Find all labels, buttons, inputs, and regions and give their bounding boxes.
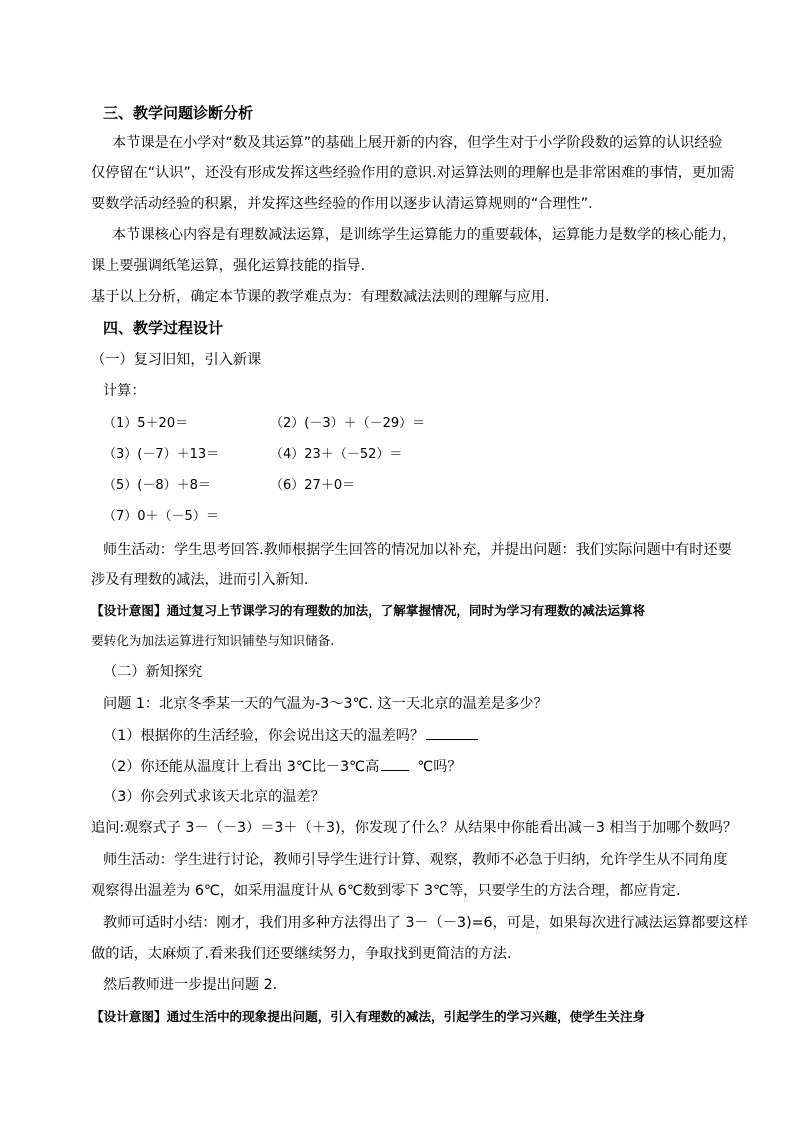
answer-blank [381, 756, 409, 771]
exercise-item: （2）(－3）＋（－29）＝ [270, 416, 426, 431]
answer-blank [426, 725, 478, 740]
exercise-item: （3）(－7）＋13＝ [103, 447, 220, 462]
exercise-item: （7）0＋（－5）＝ [103, 509, 219, 524]
question-item [103, 756, 462, 777]
question-text: （1）根据你的生活经验，你会说出这天的温差吗？ [103, 728, 425, 744]
follow-up-question: 追问:观察式子 3－（－3）＝3＋（＋3)，你发现了什么？从结果中你能看出减－3 相当于加哪个数吗？ [91, 820, 738, 836]
paragraph-line: 然后教师进一步提出问题 2. [103, 977, 278, 993]
paragraph-line: 计算： [103, 383, 146, 399]
exercise-item: （4）23＋（－52）＝ [270, 447, 403, 462]
paragraph-line: 师生活动：学生进行讨论，教师引导学生进行计算、观察，教师不必急于归纳，允许学生从不同角度 [103, 852, 728, 868]
design-intent-note: 【设计意图】通过复习上节课学习的有理数的加法，了解掌握情况，同时为学习有理数的减法运算将 [91, 603, 646, 618]
section-heading-process: 四、教学过程设计 [103, 319, 224, 337]
subsection-heading-explore: （二）新知探究 [103, 664, 203, 680]
design-intent-note: 【设计意图】通过生活中的现象提出问题，引入有理数的减法，引起学生的学习兴趣，使学生关注身 [91, 1009, 646, 1024]
paragraph-line: 仅停留在“认识”，还没有形成发挥这些经验作用的意识.对运算法则的理解也是非常困难的事情，更加需 [91, 165, 735, 181]
question-text: （2）你还能从温度计上看出 3℃比－3℃高 [103, 759, 380, 775]
question-item [103, 725, 478, 746]
question-text: ℃吗？ [417, 759, 462, 775]
paragraph-line: 课上要强调纸笔运算，强化运算技能的指导. [91, 258, 366, 274]
paragraph-line: 涉及有理数的减法，进而引入新知. [91, 572, 309, 588]
paragraph-line: 要数学活动经验的积累，并发挥这些经验的作用以逐步认清运算规则的“合理性”. [91, 196, 593, 212]
paragraph-line: 教师可适时小结：刚才，我们用多种方法得出了 3－（－3)=6，可是，如果每次进行减法运算都要这样 [103, 915, 748, 931]
problem-statement: 问题 1：北京冬季某一天的气温为-3～3℃. 这一天北京的温差是多少？ [103, 696, 548, 712]
paragraph-line: 本节课核心内容是有理数减法运算，是训练学生运算能力的重要载体，运算能力是数学的核心能力， [112, 227, 737, 243]
paragraph-line: 师生活动：学生思考回答.教师根据学生回答的情况加以补充，并提出问题：我们实际问题中有时还要 [103, 542, 732, 558]
exercise-item: （1）5＋20＝ [103, 416, 189, 431]
subsection-heading-review: （一）复习旧知，引入新课 [91, 352, 262, 368]
design-intent-note: 要转化为加法运算进行知识铺垫与知识储备. [91, 633, 335, 648]
paragraph-line: 本节课是在小学对“数及其运算”的基础上展开新的内容，但学生对于小学阶段数的运算的认识经验 [112, 135, 723, 151]
paragraph-line: 做的话，太麻烦了.看来我们还要继续努力，争取找到更简洁的方法. [91, 946, 512, 962]
exercise-item: （6）27＋0＝ [270, 478, 356, 493]
question-item: （3）你会列式求该天北京的温差？ [103, 789, 325, 805]
exercise-item: （5）(－8）＋8＝ [103, 478, 211, 493]
paragraph-line: 基于以上分析，确定本节课的教学难点为：有理数减法法则的理解与应用. [91, 289, 550, 305]
section-heading-diagnosis: 三、教学问题诊断分析 [103, 104, 254, 122]
paragraph-line: 观察得出温差为 6℃，如采用温度计从 6℃数到零下 3℃等，只要学生的方法合理，都应肯定. [91, 883, 681, 899]
